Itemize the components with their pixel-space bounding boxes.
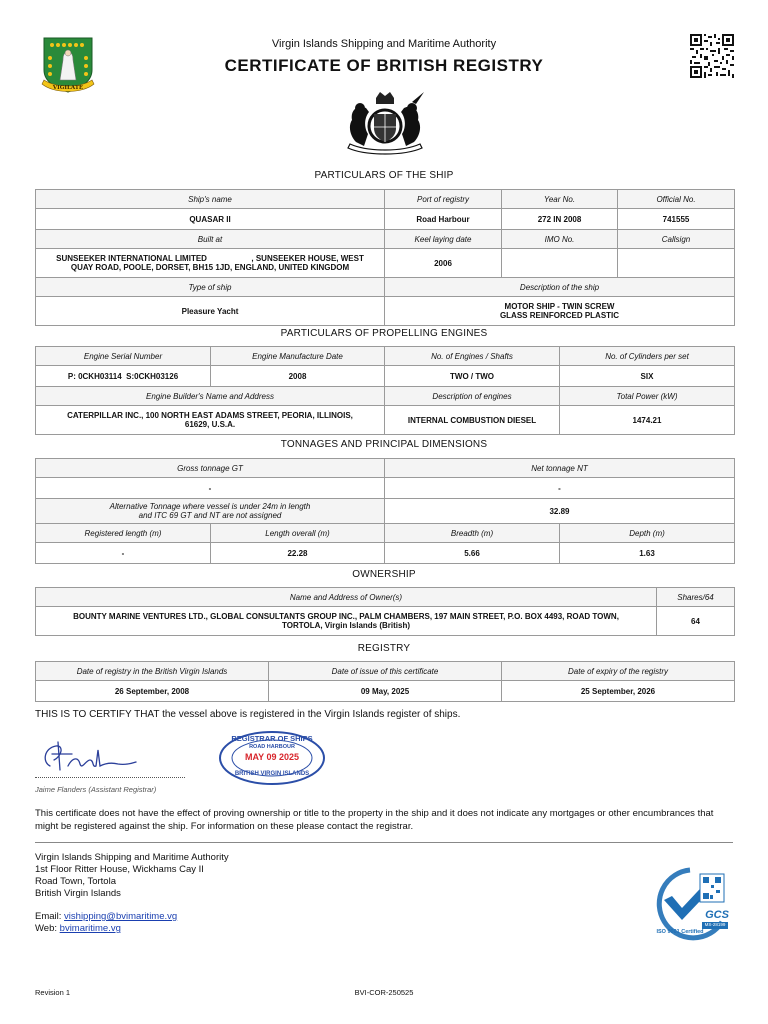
engine-description-header: Description of engines (385, 387, 560, 406)
description-line-1: MOTOR SHIP - TWIN SCREW (504, 302, 615, 311)
email-link[interactable]: vishipping@bvimaritime.vg (64, 911, 178, 922)
certificate-title: CERTIFICATE OF BRITISH REGISTRY (224, 56, 544, 75)
stamp-top-text: REGISTRAR OF SHIPS (231, 734, 313, 743)
type-value: Pleasure Yacht (36, 297, 385, 326)
expiry-date-value: 25 September, 2026 (502, 681, 735, 702)
expiry-date-header: Date of expiry of the registry (502, 662, 735, 681)
owner-value (36, 607, 657, 636)
address-line-4: British Virgin Islands (35, 888, 121, 899)
document-code: BVI-COR-250525 (354, 988, 414, 997)
badge-brand: GCS (705, 909, 729, 921)
tonnage-table (35, 458, 735, 564)
registered-length-value: - (36, 543, 211, 564)
registry-table (35, 661, 735, 702)
owner-header: Name and Address of Owner(s) (36, 588, 657, 607)
shares-value: 64 (657, 607, 735, 636)
alternative-tonnage-header (36, 499, 385, 524)
engine-count-value: TWO / TWO (385, 366, 560, 387)
email-row (35, 911, 229, 923)
depth-header: Depth (m) (560, 524, 735, 543)
net-tonnage-value: - (385, 478, 735, 499)
registrar-stamp (218, 730, 326, 786)
port-header: Port of registry (385, 190, 502, 209)
port-value: Road Harbour (385, 209, 502, 230)
built-line-2: QUAY ROAD, POOLE, DORSET, BH15 1JD, ENGLAND, UNITED KINGDOM (70, 263, 350, 272)
callsign-header: Callsign (618, 230, 735, 249)
type-header: Type of ship (36, 278, 385, 297)
engine-serial-value: P: 0CKH03114 S:0CKH03126 (36, 366, 211, 387)
engine-count-header: No. of Engines / Shafts (385, 347, 560, 366)
section-title-engines: PARTICULARS OF PROPELLING ENGINES (280, 328, 488, 339)
revision-label: Revision 1 (35, 988, 71, 997)
year-header: Year No. (502, 190, 618, 209)
engine-builder-line-1: CATERPILLAR INC., 100 NORTH EAST ADAMS STREET, PEORIA, ILLINOIS, (67, 411, 353, 420)
gross-tonnage-value: - (36, 478, 385, 499)
ship-particulars-table (35, 189, 735, 326)
engines-table (35, 346, 735, 435)
signatory-name: Jaime Flanders (Assistant Registrar) (35, 785, 157, 794)
engine-power-header: Total Power (kW) (560, 387, 735, 406)
certification-statement: THIS IS TO CERTIFY THAT the vessel above is registered in the Virgin Islands register of ships. (35, 709, 461, 720)
keel-header: Keel laying date (385, 230, 502, 249)
engine-power-value: 1474.21 (560, 406, 735, 435)
web-link[interactable]: bvimaritime.vg (59, 923, 121, 934)
iso-certification-badge (650, 866, 736, 942)
address-line-3: Road Town, Tortola (35, 876, 116, 887)
engine-builder-line-2: 61629, U.S.A. (184, 420, 236, 429)
contact-address (35, 852, 229, 935)
description-value (385, 297, 735, 326)
callsign-value (618, 249, 735, 278)
registry-date-header: Date of registry in the British Virgin Islands (36, 662, 269, 681)
issuing-authority: Virgin Islands Shipping and Maritime Authority (271, 38, 497, 50)
engine-date-header: Engine Manufacture Date (211, 347, 385, 366)
badge-iso-text: ISO 9001 Certified (656, 929, 704, 935)
keel-value: 2006 (385, 249, 502, 278)
signature-line (35, 777, 185, 778)
badge-motto: VIGILATE (52, 85, 84, 91)
length-overall-header: Length overall (m) (211, 524, 385, 543)
alternative-tonnage-value: 32.89 (385, 499, 735, 524)
issue-date-header: Date of issue of this certificate (269, 662, 502, 681)
imo-value (502, 249, 618, 278)
section-title-registry: REGISTRY (357, 643, 411, 654)
ownership-disclaimer: This certificate does not have the effect of proving ownership or title to the property in the ship and it does not indicate any mortgages or other encumbrances that might be registered against the ship. For information on these please contact the registrar. (35, 808, 714, 832)
ownership-table (35, 587, 735, 636)
stamp-date: MAY 09 2025 (244, 752, 300, 762)
engine-cylinders-value: SIX (560, 366, 735, 387)
engine-serial-header: Engine Serial Number (36, 347, 211, 366)
address-line-2: 1st Floor Ritter House, Wickhams Cay II (35, 864, 204, 875)
official-header: Official No. (618, 190, 735, 209)
description-line-2: GLASS REINFORCED PLASTIC (499, 311, 620, 320)
owner-line-2: TORTOLA, Virgin Islands (British) (281, 621, 410, 630)
engine-builder-header: Engine Builder's Name and Address (36, 387, 385, 406)
qr-code[interactable] (690, 34, 734, 78)
engine-builder-value (36, 406, 385, 435)
depth-value: 1.63 (560, 543, 735, 564)
badge-code: MS-28199 (704, 922, 726, 927)
breadth-value: 5.66 (385, 543, 560, 564)
length-overall-value: 22.28 (211, 543, 385, 564)
ship-name-value: QUASAR II (36, 209, 385, 230)
email-label: Email: (35, 911, 62, 922)
address-line-1: Virgin Islands Shipping and Maritime Authority (35, 852, 229, 863)
net-tonnage-header: Net tonnage NT (385, 459, 735, 478)
ship-name-header: Ship's name (36, 190, 385, 209)
engine-cylinders-header: No. of Cylinders per set (560, 347, 735, 366)
web-row (35, 923, 229, 935)
official-value: 741555 (618, 209, 735, 230)
imo-header: IMO No. (502, 230, 618, 249)
year-value: 272 IN 2008 (502, 209, 618, 230)
shares-header: Shares/64 (657, 588, 735, 607)
registrar-signature (38, 736, 138, 776)
registered-length-header: Registered length (m) (36, 524, 211, 543)
engine-description-value: INTERNAL COMBUSTION DIESEL (385, 406, 560, 435)
section-title-ownership: OWNERSHIP (352, 569, 416, 580)
built-line-1: SUNSEEKER INTERNATIONAL LIMITED , SUNSEEKER HOUSE, WEST (56, 254, 364, 263)
owner-line-1: BOUNTY MARINE VENTURES LTD., GLOBAL CONSULTANTS GROUP INC., PALM CHAMBERS, 197 MAIN STREET, P.O. BOX 4493, ROAD TOWN, (73, 612, 619, 621)
engine-date-value: 2008 (211, 366, 385, 387)
gross-tonnage-header: Gross tonnage GT (36, 459, 385, 478)
stamp-sub-text: ROAD HARBOUR (249, 744, 295, 750)
alternative-tonnage-line-2: and ITC 69 GT and NT are not assigned (138, 511, 282, 520)
royal-coat-of-arms (336, 90, 434, 160)
description-header: Description of the ship (385, 278, 735, 297)
breadth-header: Breadth (m) (385, 524, 560, 543)
built-value (36, 249, 385, 278)
alternative-tonnage-line-1: Alternative Tonnage where vessel is under 24m in length (109, 502, 311, 511)
section-title-ship: PARTICULARS OF THE SHIP (314, 170, 454, 181)
issue-date-value: 09 May, 2025 (269, 681, 502, 702)
web-label: Web: (35, 923, 58, 934)
divider (35, 842, 733, 843)
section-title-tonnage: TONNAGES AND PRINCIPAL DIMENSIONS (280, 439, 488, 450)
built-header: Built at (36, 230, 385, 249)
registry-date-value: 26 September, 2008 (36, 681, 269, 702)
stamp-bottom-text: BRITISH VIRGIN ISLANDS (234, 771, 310, 777)
